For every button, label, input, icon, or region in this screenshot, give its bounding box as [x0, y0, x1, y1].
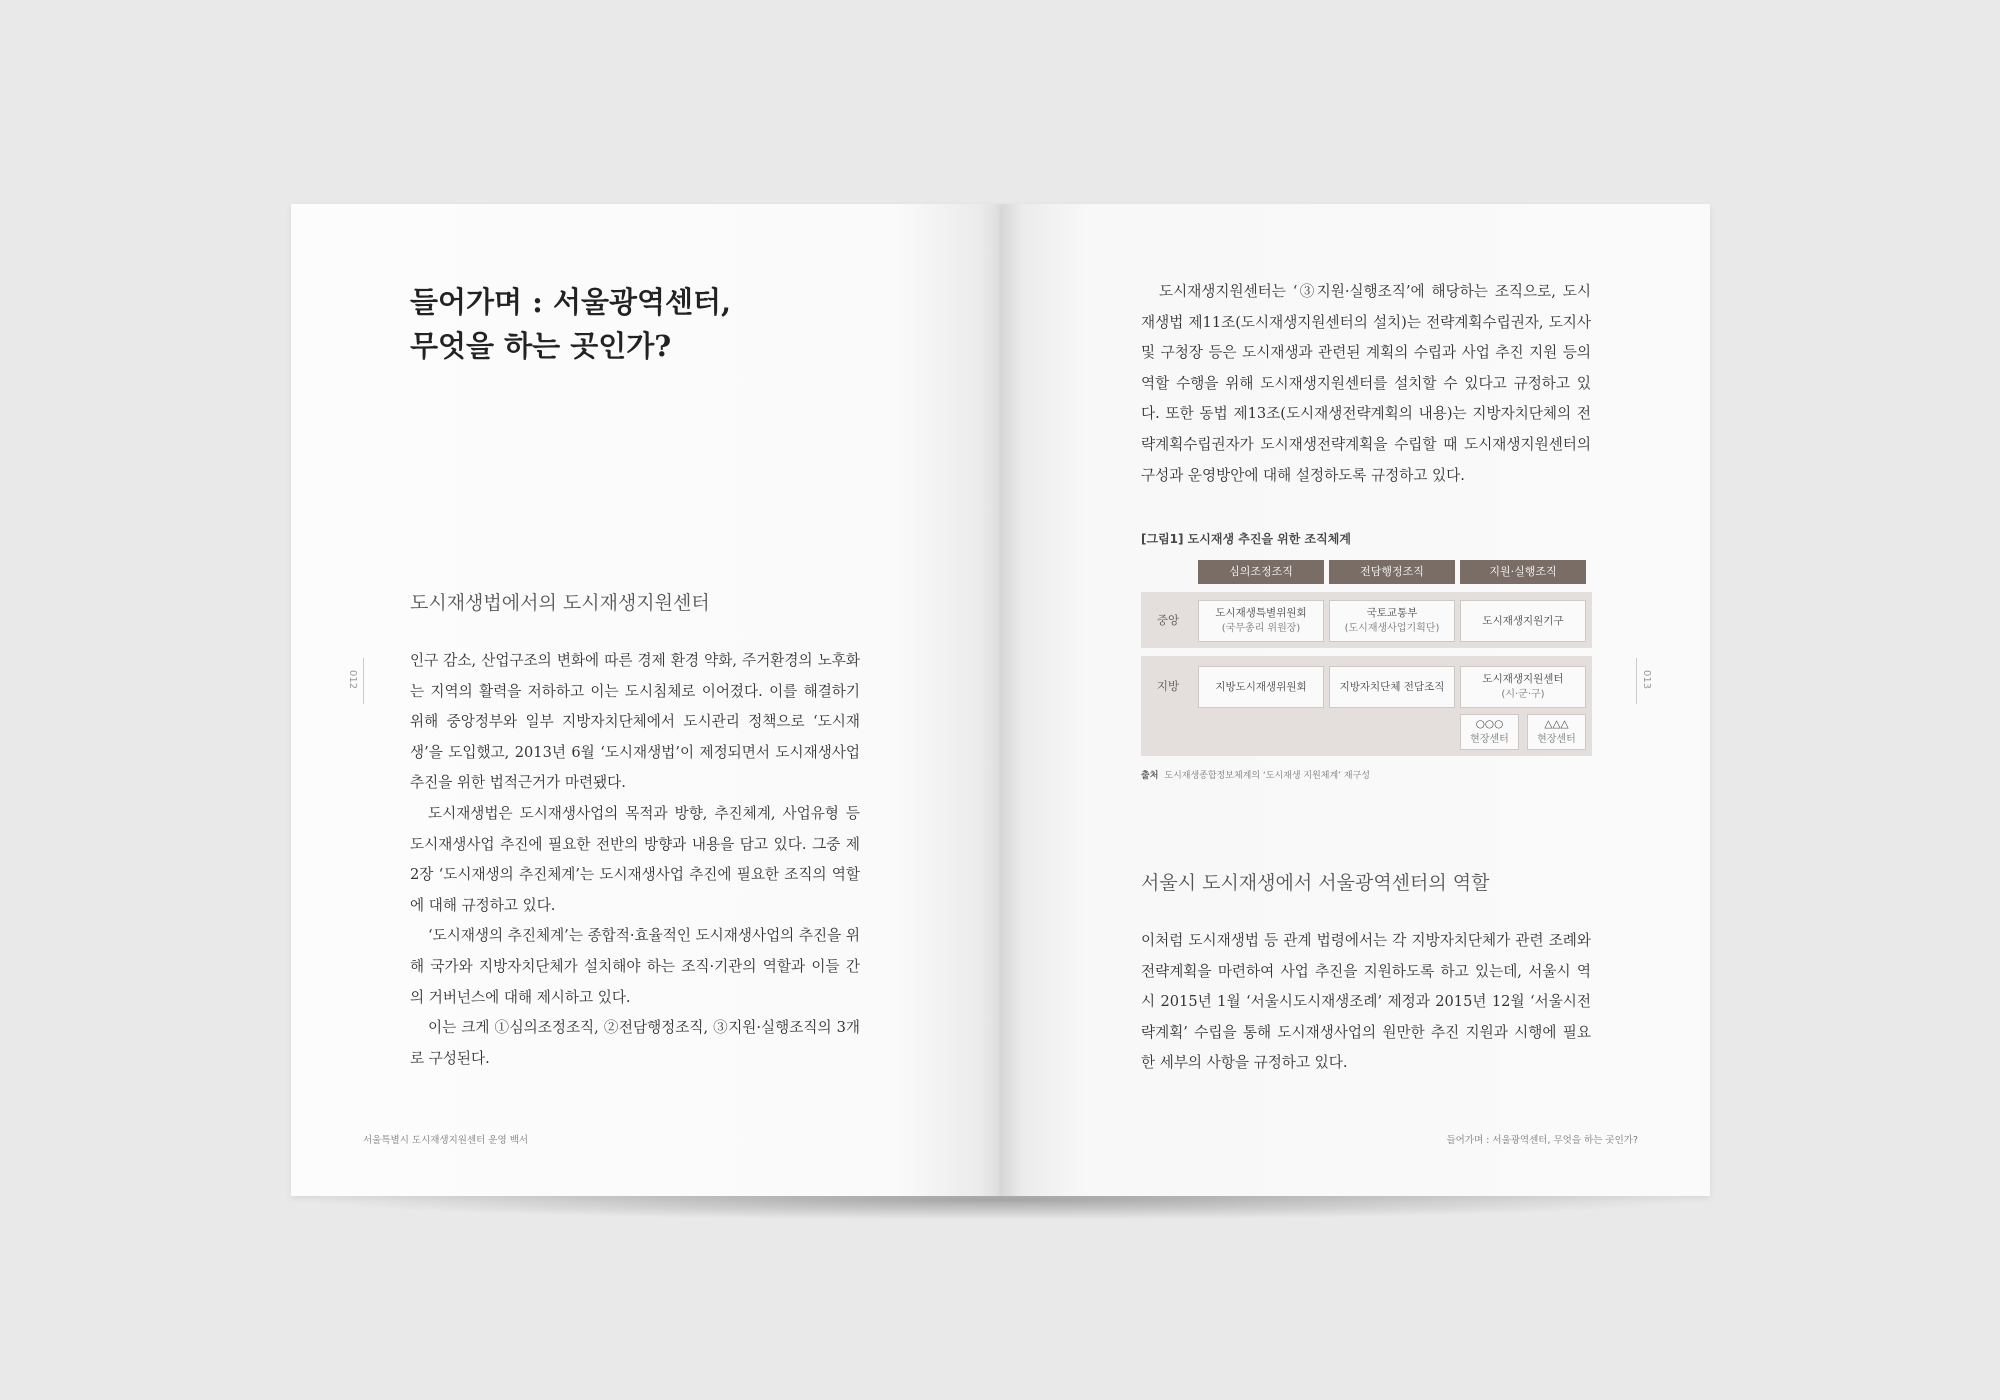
- row-label: 중앙: [1156, 613, 1180, 627]
- page-number: 013: [1641, 670, 1652, 690]
- source-label: 출처: [1141, 771, 1159, 781]
- chart-cell: [1198, 666, 1324, 708]
- footer: 서울특별시 도시재생지원센터 운영 백서: [363, 1135, 529, 1146]
- cell-sub: 현장센터: [1470, 734, 1509, 745]
- column-header: 심의조정조직: [1198, 560, 1324, 584]
- cell-sub: (도시재생사업기획단): [1344, 623, 1440, 634]
- column-header: 지원·실행조직: [1460, 560, 1586, 584]
- sub-center-cell: [1460, 714, 1519, 750]
- section-title: 도시재생법에서의 도시재생지원센터: [410, 592, 710, 614]
- source-text: 도시재생종합정보체계의 ‘도시재생 지원체계’ 재구성: [1164, 771, 1370, 781]
- chapter-title-line-2: 무엇을 하는 곳인가?: [410, 329, 672, 363]
- cell-main: △△△: [1544, 718, 1569, 730]
- column-header: 전담행정조직: [1329, 560, 1455, 584]
- left-page: [291, 204, 1002, 1196]
- chart-cell: [1198, 600, 1324, 642]
- right-page: [1002, 204, 1710, 1196]
- cell-main: 도시재생특별위원회: [1215, 607, 1307, 619]
- cell-main: ○○○: [1475, 718, 1504, 730]
- paragraph: 이처럼 도시재생법 등 관계 법령에서는 각 지방자치단체가 관련 조례와 전략계획을 마련하여 사업 추진을 지원하도록 하고 있는데, 서울시 역시 2015년 1월 ‘서울시도시재생조례’ 제정과 2015년 12월 ‘서울시전략계획’ 수립을 통해 도시재생사업의 원만한 추진 지원과 시행에 필요한 세부의 사항을 규정하고 있다.: [1141, 932, 1591, 1072]
- chart-cell: [1460, 600, 1586, 642]
- body-text: [410, 646, 860, 1074]
- chart-cell: [1329, 666, 1455, 708]
- cell-main: 국토교통부: [1366, 607, 1418, 619]
- section-title: 서울시 도시재생에서 서울광역센터의 역할: [1141, 872, 1490, 894]
- page-number-rule: [363, 658, 364, 704]
- sub-center-cell: [1527, 714, 1586, 750]
- cell-main: 도시재생지원기구: [1482, 614, 1564, 627]
- cell-sub: (시·군·구): [1501, 689, 1545, 700]
- figure-source: [1141, 768, 1370, 781]
- chart-cell: [1460, 666, 1586, 708]
- page-number-rule: [1636, 658, 1637, 704]
- row-label: 지방: [1156, 679, 1180, 693]
- section-body-text: [1141, 926, 1591, 1079]
- cell-main: 지방자치단체 전담조직: [1339, 680, 1445, 693]
- paragraph: 도시재생법은 도시재생사업의 목적과 방향, 추진체계, 사업유형 등 도시재생사업 추진에 필요한 전반의 방향과 내용을 담고 있다. 그중 제2장 ‘도시재생의 추진체계’는 도시재생사업 추진에 필요한 조직의 역할에 대해 규정하고 있다.: [410, 804, 860, 914]
- intro-text: [1141, 277, 1591, 491]
- paragraph: 이는 크게 ①심의조정조직, ②전담행정조직, ③지원·실행조직의 3개로 구성된다.: [410, 1019, 860, 1067]
- paragraph: 도시재생지원센터는 ‘③지원·실행조직’에 해당하는 조직으로, 도시재생법 제11조(도시재생지원센터의 설치)는 전략계획수립권자, 도지사 및 구청장 등은 도시재생과 관련된 계획의 수립과 사업 추진 지원 등의 역할 수행을 위해 도시재생지원센터를 설치할 수 있다고 규정하고 있다. 또한 동법 제13조(도시재생전략계획의 내용)는 지방자치단체의 전략계획수립권자가 도시재생전략계획을 수립할 때 도시재생지원센터의 구성과 운영방안에 대해 설정하도록 규정하고 있다.: [1141, 283, 1591, 484]
- cell-main: 도시재생지원센터: [1482, 673, 1564, 685]
- org-chart-figure: [1141, 560, 1592, 758]
- chapter-title-line-1: 들어가며 : 서울광역센터,: [410, 285, 732, 319]
- cell-sub: (국무총리 위원장): [1221, 623, 1301, 634]
- paragraph: ‘도시재생의 추진체계’는 종합적·효율적인 도시재생사업의 추진을 위해 국가와 지방자치단체가 설치해야 하는 조직·기관의 역할과 이들 간의 거버넌스에 대해 제시하고 있다.: [410, 927, 860, 1006]
- footer: 들어가며 : 서울광역센터, 무엇을 하는 곳인가?: [1446, 1135, 1638, 1146]
- cell-main: 지방도시재생위원회: [1215, 680, 1307, 693]
- paragraph: 인구 감소, 산업구조의 변화에 따른 경제 환경 약화, 주거환경의 노후화는 지역의 활력을 저하하고 이는 도시침체로 이어졌다. 이를 해결하기 위해 중앙정부와 일부 지방자치단체에서 도시관리 정책으로 ‘도시재생’을 도입했고, 2013년 6월 ‘도시재생법’이 제정되면서 도시재생사업 추진을 위한 법적근거가 마련됐다.: [410, 652, 860, 792]
- chapter-title: [410, 280, 930, 368]
- cell-sub: 현장센터: [1537, 734, 1576, 745]
- figure-title: [그림1] 도시재생 추진을 위한 조직체계: [1141, 532, 1351, 546]
- page-number: 012: [347, 670, 358, 690]
- chart-cell: [1329, 600, 1455, 642]
